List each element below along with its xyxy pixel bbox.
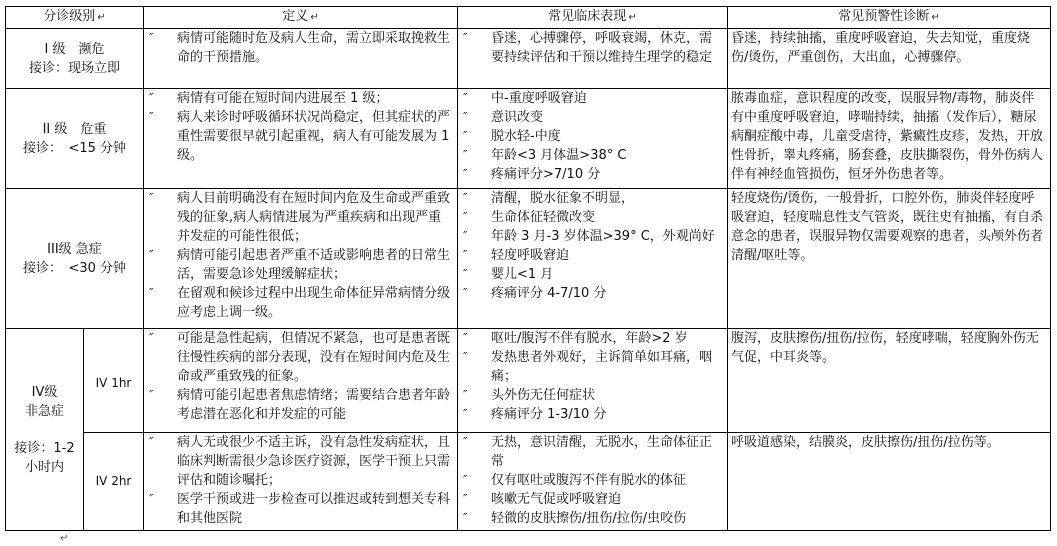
level-4-1hr-signs: ″ 呕吐/腹泻不伴有脱水，年龄>2 岁 ″ 发热患者外观好，主诉简单如耳痛，咽痛； ″ 头外伤无任何症状 ″ 疼痛评分 1-3/10 分 (458, 329, 728, 433)
level-4-2hr-signs: ″ 无热，意识清醒，无脱水，生命体征正常 ″ 仅有呕吐或腹泻不伴有脱水的体征 ″ 咳嗽无气促或呼吸窘迫 ″ 轻微的皮肤擦伤/扭伤/拉伤/虫咬伤 (458, 433, 728, 531)
level-2-cell: II 级 危重 接诊： <15 分钟 (6, 89, 144, 189)
level-4-2hr-definition: ″ 病人无或很少不适主诉，没有急性发病症状，且临床判断需很少急诊医疗资源，医学干预上只需评估和随诊嘱托； ″ 医学干预或进一步检查可以推迟或转到想关专科和其他医院 (144, 433, 458, 531)
level-4-1hr-label: IV 1hr (84, 329, 144, 433)
header-definition: 定义 ↵ (144, 7, 458, 29)
header-level: 分诊级别 ↵ (6, 7, 144, 29)
level-3-cell: III级 急症 接诊： <30 分钟 (6, 189, 144, 329)
level-1-signs: ″ 昏迷，心搏骤停，呼吸衰竭，休克，需要持续评估和干预以维持生理学的稳定 (458, 29, 728, 89)
level-4-2hr-diagnosis: 呼吸道感染，结膜炎，皮肤擦伤/扭伤/拉伤等。 (728, 433, 1051, 531)
row-level-4-1hr (6, 329, 1051, 433)
triage-table (5, 6, 1051, 531)
header-row (6, 7, 1051, 29)
level-4-1hr-definition: ″ 可能是急性起病，但情况不紧急，也可是患者既往慢性疾病的部分表现，没有在短时间内危及生命或严重致残的征象。 ″ 病情可能引起患者焦虑情绪；需要结合患者年龄考虑潜在恶化和并发症的可能 (144, 329, 458, 433)
level-3-signs: ″ 清醒，脱水征象不明显， ″ 生命体征轻微改变 ″ 年龄 3 月-3 岁体温>39° C，外观尚好 ″ 轻度呼吸窘迫 ″ 婴儿<1 月 ″ 疼痛评分 4-7/10 分 (458, 189, 728, 329)
level-1-diagnosis: 昏迷，持续抽搐，重度呼吸窘迫，失去知觉，重度烧伤/烫伤，严重创伤，大出血，心搏骤停。 (728, 29, 1051, 89)
level-4-cell: IV级 非急症 接诊：1-2 小时内 (6, 329, 84, 531)
header-signs: 常见临床表现 ↵ (458, 7, 728, 29)
level-4-2hr-label: IV 2hr (84, 433, 144, 531)
level-2-definition: ″ 病情有可能在短时间内进展至 1 级； ″ 病人来诊时呼吸循环状况尚稳定，但其症状的严重性需要很早就引起重视，病人有可能发展为 1 级。 (144, 89, 458, 189)
level-3-diagnosis: 轻度烧伤/烫伤，一般骨折，口腔外伤，肺炎伴轻度呼吸窘迫，轻度喘息性支气管炎，既往史有抽搐，有自杀意念的患者，误服异物仅需要观察的患者，头颅外伤者清醒/呕吐等。 (728, 189, 1051, 329)
level-2-signs: ″ 中-重度呼吸窘迫 ″ 意识改变 ″ 脱水轻-中度 ″ 年龄<3 月体温>38° C ″ 疼痛评分>7/10 分 (458, 89, 728, 189)
level-4-1hr-diagnosis: 腹泻，皮肤擦伤/扭伤/拉伤，轻度哮喘，轻度胸外伤无气促，中耳炎等。 (728, 329, 1051, 433)
paragraph-mark: ↵ (60, 533, 69, 544)
level-1-definition: ″ 病情可能随时危及病人生命，需立即采取挽救生命的干预措施。 (144, 29, 458, 89)
row-level-3 (6, 189, 1051, 329)
level-1-cell: I 级 濒危 接诊：现场立即 (6, 29, 144, 89)
level-3-definition: ″ 病人目前明确没有在短时间内危及生命或严重致残的征象,病人病情进展为严重疾病和出现严重并发症的可能性很低； ″ 病情可能引起患者严重不适或影响患者的日常生活，需要急诊处理缓解症状； ″ 在留观和候诊过程中出现生命体征异常病情分级应考虑上调一级。 (144, 189, 458, 329)
row-level-2 (6, 89, 1051, 189)
level-2-diagnosis: 脓毒血症，意识程度的改变，误服异物/毒物，肺炎伴有中重度呼吸窘迫，哮喘持续，抽搐（发作后），糖尿病酮症酸中毒，儿童受虐待，紫癜性皮疹，发热，开放性骨折，睾丸疼痛，肠套叠，皮肤撕裂伤，骨外伤病人伴有神经血管损伤，恒牙外伤患者等。 (728, 89, 1051, 189)
row-level-1 (6, 29, 1051, 89)
row-level-4-2hr (6, 433, 1051, 531)
header-diagnosis: 常见预警性诊断 ↵ (728, 7, 1051, 29)
